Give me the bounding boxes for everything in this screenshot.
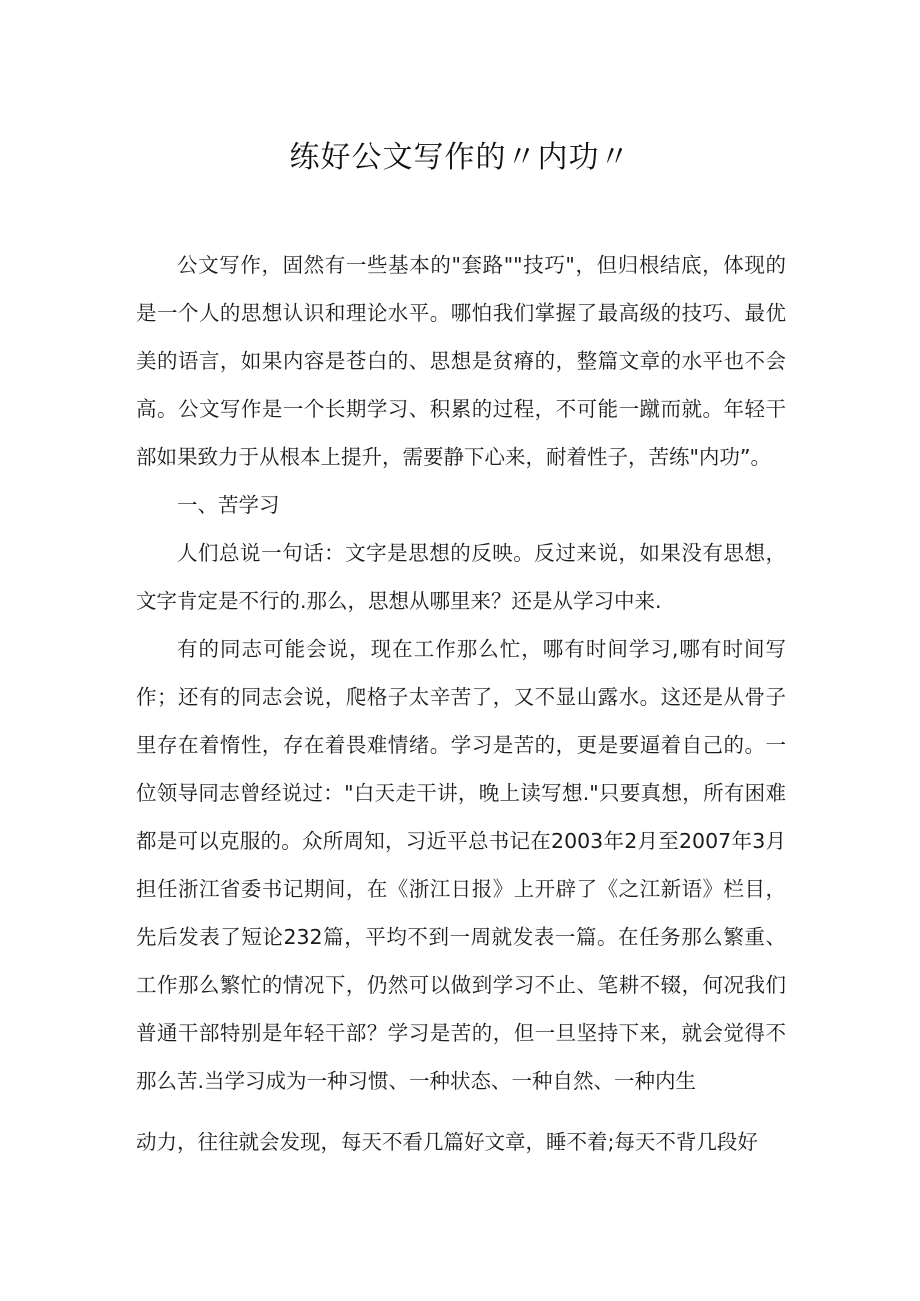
document-body <box>136 241 786 1105</box>
paragraph-continuation: 动力，往往就会发现，每天不看几篇好文章，睡不着;每天不背几段好 <box>136 1130 758 1154</box>
paragraph-study: 有的同志可能会说，现在工作那么忙，哪有时间学习,哪有时间写作；还有的同志会说，爬格子太辛苦了，又不显山露水。这还是从骨子里存在着惰性，存在着畏难情绪。学习是苦的，更是要逼着自己的。一位领导同志曾经说过："白天走干讲，晚上读写想."只要真想，所有困难都是可以克服的。众所周知，习近平总书记在2003年2月至2007年3月担任浙江省委书记期间，在《浙江日报》上开辟了《之江新语》栏目，先后发表了短论232篇，平均不到一周就发表一篇。在任务那么繁重、工作那么繁忙的情况下，仍然可以做到学习不止、笔耕不辍，何况我们普通干部特别是年轻干部？学习是苦的，但一旦坚持下来，就会觉得不那么苦.当学习成为一种习惯、一种状态、一种自然、一种内生 <box>136 637 786 1093</box>
document-title: 练好公文写作的〃内功〃 <box>289 140 631 175</box>
paragraph-thought: 人们总说一句话：文字是思想的反映。反过来说，如果没有思想，文字肯定是不行的.那么，思想从哪里来？还是从学习中来. <box>136 541 786 613</box>
document-body-continued <box>136 1118 786 1166</box>
paragraph-intro: 公文写作，固然有一些基本的"套路""技巧"，但归根结底，体现的是一个人的思想认识和理论水平。哪怕我们掌握了最高级的技巧、最优美的语言，如果内容是苍白的、思想是贫瘠的，整篇文章的水平也不会高。公文写作是一个长期学习、积累的过程，不可能一蹴而就。年轻干部如果致力于从根本上提升，需要静下心来，耐着性子，苦练"内功”。 <box>136 253 786 469</box>
section-heading: 一、苦学习 <box>177 493 280 517</box>
